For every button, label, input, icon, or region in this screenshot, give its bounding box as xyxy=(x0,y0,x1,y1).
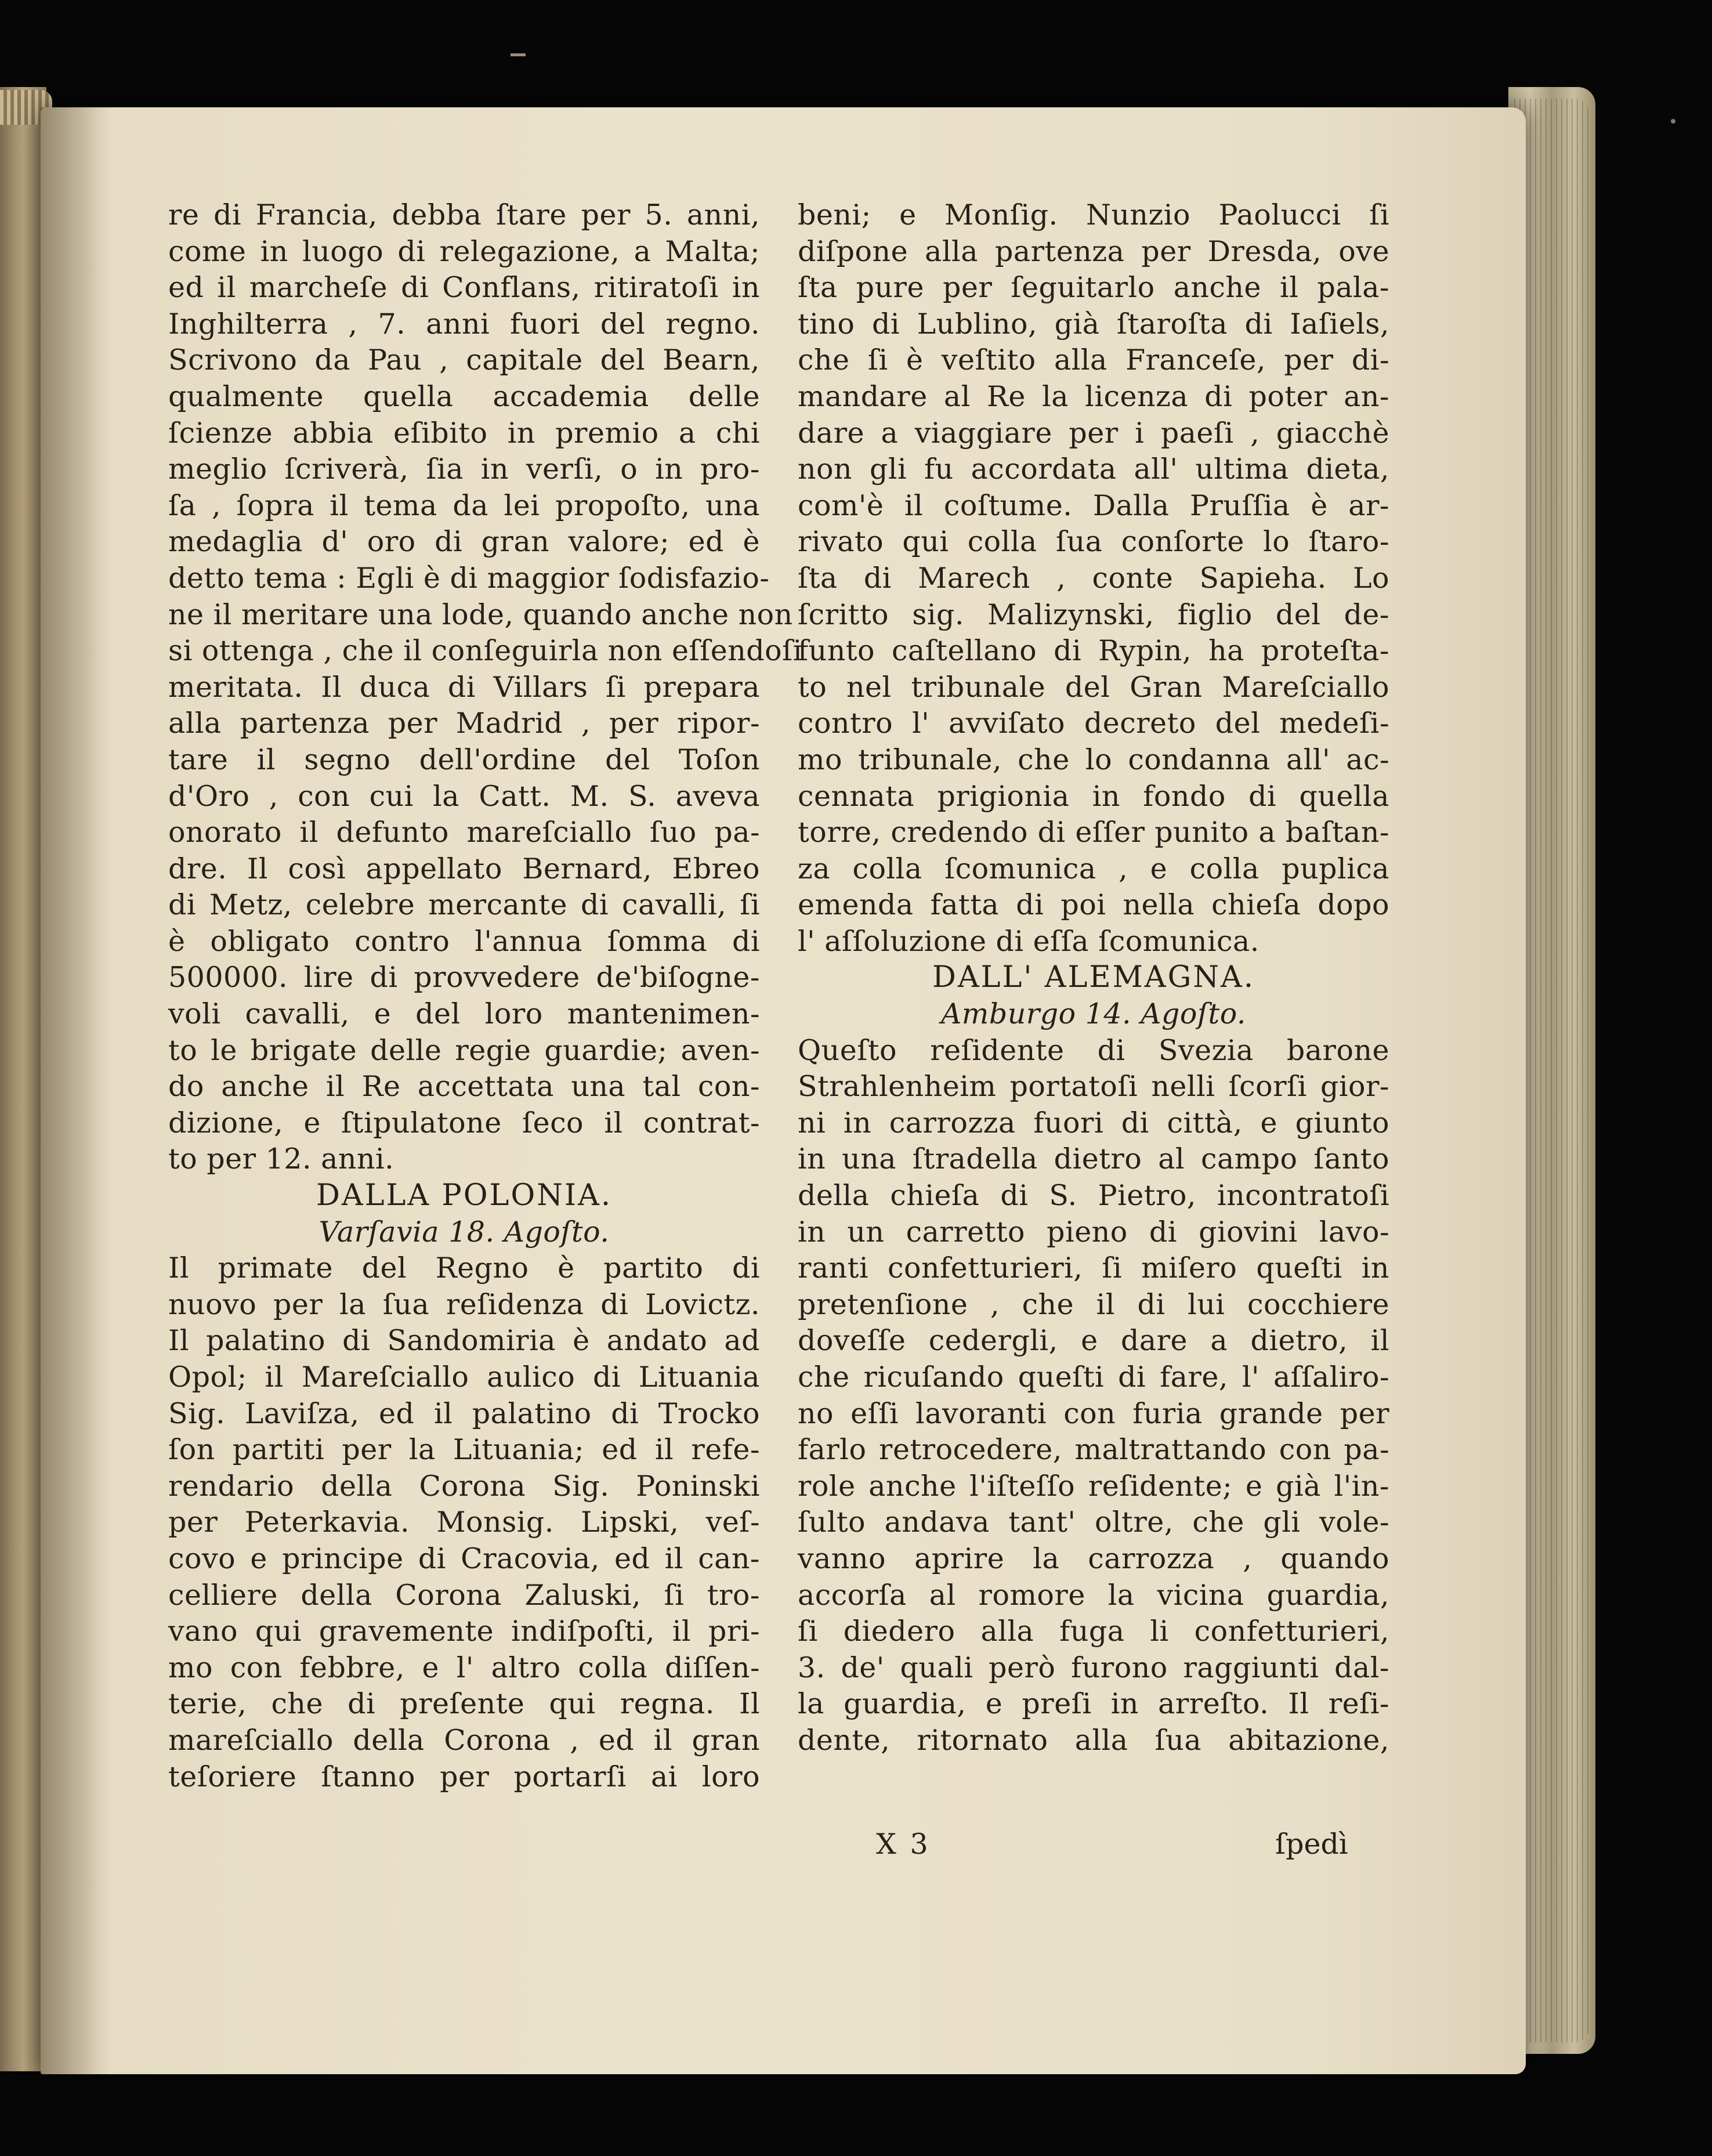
text-line: role anche l'iſteſſo reſidente; e già l'in- xyxy=(798,1469,1389,1503)
text-line: d'Oro , con cui la Catt. M. S. aveva xyxy=(168,779,760,813)
text-line: Il palatino di Sandomiria è andato ad xyxy=(168,1324,760,1358)
text-line: detto tema : Egli è di maggior ſodisfazio- xyxy=(168,561,770,595)
text-line: Sig. Laviſza, ed il palatino di Trocko xyxy=(168,1397,760,1430)
text-line: to per 12. anni. xyxy=(168,1142,394,1176)
text-line: ranti confetturieri, ſi miſero queſti in xyxy=(798,1251,1389,1285)
text-line: mandare al Re la licenza di poter an- xyxy=(798,379,1389,413)
text-line: non gli fu accordata all' ultima dieta, xyxy=(798,453,1389,486)
text-line: mareſciallo della Corona , ed il gran xyxy=(168,1723,760,1757)
text-line: celliere della Corona Zaluski, ſi tro- xyxy=(168,1578,760,1612)
text-line: vanno aprire la carrozza , quando xyxy=(798,1542,1389,1575)
text-line: rivato qui colla ſua conſorte lo ſtaro- xyxy=(798,525,1389,559)
text-line: tino di Lublino, già ſtaroſta di Iaſiels, xyxy=(798,307,1389,341)
text-line: vano qui gravemente indiſpoſti, il pri- xyxy=(168,1615,760,1648)
text-line: Queſto reſidente di Svezia barone xyxy=(798,1033,1389,1067)
text-line: che ricuſando queſti di fare, l' aſſaliro- xyxy=(798,1361,1389,1394)
left-text-column xyxy=(168,197,802,1795)
text-line: della chieſa di S. Pietro, incontratoſi xyxy=(798,1179,1389,1213)
text-line: ſta di Marech , conte Sapieha. Lo xyxy=(798,561,1389,595)
text-line: meritata. Il duca di Villars ſi prepara xyxy=(168,670,760,704)
text-line: è obligato contro l'annua ſomma di xyxy=(168,924,760,958)
text-line: nuovo per la ſua reſidenza di Lovictz. xyxy=(168,1287,760,1321)
text-line: rendario della Corona Sig. Poninski xyxy=(168,1469,760,1503)
text-line: si ottenga , che il conſeguirla non eſſendoſi xyxy=(168,634,802,668)
right-text-column xyxy=(798,197,1389,1759)
text-line: onorato il defunto mareſciallo ſuo pa- xyxy=(168,816,760,849)
text-line: contro l' avviſato decreto del medeſi- xyxy=(798,707,1389,740)
signature-mark: X 3 xyxy=(876,1828,931,1861)
text-line: alla partenza per Madrid , per ripor- xyxy=(168,707,760,740)
section-heading: DALL' ALEMAGNA. xyxy=(932,960,1255,995)
text-line: medaglia d' oro di gran valore; ed è xyxy=(168,525,760,559)
text-line: torre, credendo di eſſer punito a baſtan- xyxy=(798,816,1389,849)
text-line: funto caſtellano di Rypin, ha proteſta- xyxy=(798,634,1389,668)
text-line: mo con febbre, e l' altro colla diſſen- xyxy=(168,1651,760,1684)
text-line: Scrivono da Pau , capitale del Bearn, xyxy=(168,343,760,377)
text-line: tare il segno dell'ordine del Toſon xyxy=(168,743,760,776)
text-line: qualmente quella accademia delle xyxy=(168,379,760,413)
text-line: no eſſi lavoranti con furia grande per xyxy=(798,1397,1389,1430)
text-line: farlo retrocedere, maltrattando con pa- xyxy=(798,1433,1389,1467)
text-line: ſa , ſopra il tema da lei propoſto, una xyxy=(168,489,760,522)
text-line: dizione, e ſtipulatone ſeco il contrat- xyxy=(168,1106,760,1140)
text-line: emenda fatta di poi nella chieſa dopo xyxy=(798,888,1389,922)
text-line: teſoriere ſtanno per portarſi ai loro xyxy=(168,1760,760,1793)
catchword: ſpedì xyxy=(1275,1828,1348,1861)
text-line: ſta pure per ſeguitarlo anche il pala- xyxy=(798,271,1389,305)
dateline: Amburgo 14. Agoſto. xyxy=(941,997,1246,1031)
text-line: cennata prigionia in fondo di quella xyxy=(798,779,1389,813)
text-line: 3. de' quali però furono raggiunti dal- xyxy=(798,1651,1389,1684)
text-line: pretenſione , che il di lui cocchiere xyxy=(798,1287,1389,1321)
text-line: la guardia, e preſi in arreſto. Il reſi- xyxy=(798,1687,1389,1721)
text-line: ſcienze abbia eſibito in premio a chi xyxy=(168,416,760,450)
text-line: to le brigate delle regie guardie; aven- xyxy=(168,1033,760,1067)
text-line: terie, che di preſente qui regna. Il xyxy=(168,1687,760,1721)
text-line: do anche il Re accettata una tal con- xyxy=(168,1070,760,1104)
text-line: che ſi è veſtito alla Franceſe, per di- xyxy=(798,343,1389,377)
text-line: dre. Il così appellato Bernard, Ebreo xyxy=(168,852,760,885)
text-line: per Peterkavia. Monsig. Lipski, veſ- xyxy=(168,1506,760,1539)
text-line: Inghilterra , 7. anni fuori del regno. xyxy=(168,307,760,341)
text-line: accorſa al romore la vicina guardia, xyxy=(798,1578,1389,1612)
text-line: diſpone alla partenza per Dresda, ove xyxy=(798,234,1389,268)
text-line: to nel tribunale del Gran Mareſciallo xyxy=(798,670,1389,704)
text-line: mo tribunale, che lo condanna all' ac- xyxy=(798,743,1389,776)
text-line: l' aſſoluzione di eſſa ſcomunica. xyxy=(798,924,1259,958)
text-line: doveſſe cedergli, e dare a dietro, il xyxy=(798,1324,1389,1358)
text-line: dente, ritornato alla ſua abitazione, xyxy=(798,1723,1389,1757)
text-line: come in luogo di relegazione, a Malta; xyxy=(168,234,760,268)
text-line: re di Francia, debba ſtare per 5. anni, xyxy=(168,198,760,231)
text-line: Il primate del Regno è partito di xyxy=(168,1251,760,1285)
text-line: di Metz, celebre mercante di cavalli, ſi xyxy=(168,888,760,922)
text-line: ed il marcheſe di Conflans, ritiratoſi in xyxy=(168,271,760,305)
text-line: voli cavalli, e del loro mantenimen- xyxy=(168,997,760,1031)
text-line: com'è il coſtume. Dalla Pruſſia è ar- xyxy=(798,489,1389,522)
gutter-shadow xyxy=(41,107,110,2074)
text-line: ſcritto sig. Malizynski, figlio del de- xyxy=(798,598,1389,631)
text-line: ni in carrozza fuori di città, e giunto xyxy=(798,1106,1389,1140)
text-line: Strahlenheim portatoſi nelli ſcorſi gior- xyxy=(798,1070,1389,1104)
scan-mark xyxy=(511,53,526,56)
text-line: in una ſtradella dietro al campo ſanto xyxy=(798,1142,1389,1176)
text-line: ſon partiti per la Lituania; ed il refe- xyxy=(168,1433,760,1467)
text-line: ſi diedero alla fuga li confetturieri, xyxy=(798,1615,1389,1648)
text-line: ſulto andava tant' oltre, che gli vole- xyxy=(798,1506,1389,1539)
section-heading: DALLA POLONIA. xyxy=(316,1178,613,1213)
text-line: Opol; il Mareſciallo aulico di Lituania xyxy=(168,1361,760,1394)
text-line: meglio ſcriverà, ſia in verſi, o in pro- xyxy=(168,453,760,486)
text-line: covo e principe di Cracovia, ed il can- xyxy=(168,1542,760,1575)
book-spine xyxy=(0,87,46,2071)
text-line: beni; e Monſig. Nunzio Paolucci ſi xyxy=(798,198,1389,231)
text-line: dare a viaggiare per i paeſi , giacchè xyxy=(798,416,1389,450)
dateline: Varſavia 18. Agoſto. xyxy=(318,1215,610,1249)
text-line: in un carretto pieno di giovini lavo- xyxy=(798,1215,1389,1249)
text-line: 500000. lire di provvedere de'biſogne- xyxy=(168,961,760,994)
scan-dot xyxy=(1671,119,1675,124)
text-line: ne il meritare una lode, quando anche non xyxy=(168,598,793,631)
text-line: za colla ſcomunica , e colla puplica xyxy=(798,852,1389,885)
